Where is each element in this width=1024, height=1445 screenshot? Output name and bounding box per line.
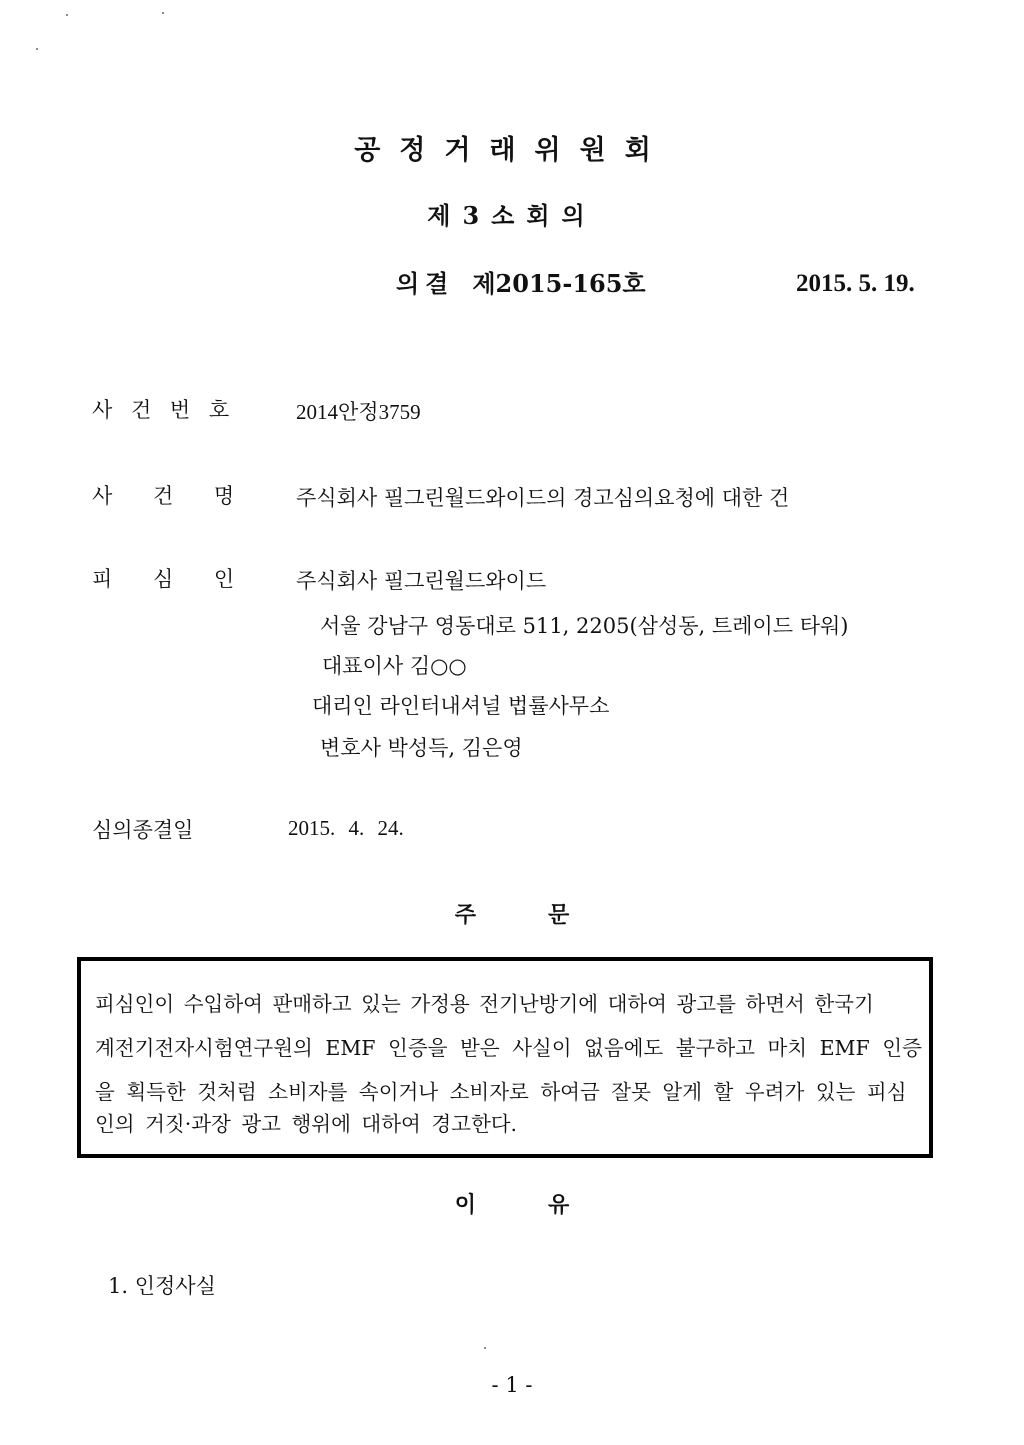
order-heading-left: 주: [454, 902, 476, 928]
order-line-1: 피심인이 수입하여 판매하고 있는 가정용 전기난방기에 대하여 광고를 하면서 한국기: [95, 992, 874, 1016]
case-number-value: 2014안정3759: [296, 400, 421, 424]
respondent-label: 피 심 인: [92, 567, 235, 591]
subcommittee-title: 제3소회의: [427, 201, 597, 230]
scan-speck: [484, 1347, 486, 1349]
hearing-end-value: 2015. 4. 24.: [288, 816, 404, 840]
page-number: - 1 -: [491, 1373, 533, 1397]
order-box: [77, 957, 933, 1158]
decision-date: 2015. 5. 19.: [796, 270, 915, 297]
order-line-2: 계전기전자시험연구원의 EMF 인증을 받은 사실이 없음에도 불구하고 마치 EMF 인증: [95, 1036, 922, 1060]
respondent-address: 서울 강남구 영동대로 511, 2205(삼성동, 트레이드 타워): [320, 614, 849, 638]
order-heading-right: 문: [548, 902, 570, 928]
scan-speck: [162, 12, 164, 14]
respondent-company: 주식회사 필그린월드와이드: [296, 569, 547, 593]
committee-title: 공정거래위원회: [354, 135, 670, 166]
order-heading: [0, 898, 1024, 929]
respondent-agent: 대리인 라인터내셔널 법률사무소: [312, 694, 610, 718]
decision-number: [396, 264, 646, 299]
respondent-representative: 대표이사 김○○: [322, 654, 467, 678]
case-name-label: 사 건 명: [92, 484, 235, 508]
case-number-label: 사 건 번 호: [92, 398, 236, 422]
order-line-4: 인의 거짓·과장 광고 행위에 대하여 경고한다.: [95, 1112, 518, 1136]
reason-heading: [0, 1188, 1024, 1219]
case-name-value: 주식회사 필그린월드와이드의 경고심의요청에 대한 건: [296, 486, 790, 510]
decision-label: 의결: [396, 269, 455, 298]
reason-heading-left: 이: [454, 1192, 476, 1218]
respondent-attorneys: 변호사 박성득, 김은영: [320, 736, 523, 760]
reason-item-1: 1. 인정사실: [108, 1274, 216, 1298]
hearing-end-label: 심의종결일: [92, 818, 194, 842]
scan-speck: [36, 48, 38, 50]
order-line-3: 을 획득한 것처럼 소비자를 속이거나 소비자로 하여금 잘못 알게 할 우려가 있는 피심: [95, 1080, 907, 1104]
decision-number-value: 제2015-165호: [472, 269, 646, 298]
scan-speck: [66, 14, 68, 16]
reason-heading-right: 유: [548, 1192, 570, 1218]
